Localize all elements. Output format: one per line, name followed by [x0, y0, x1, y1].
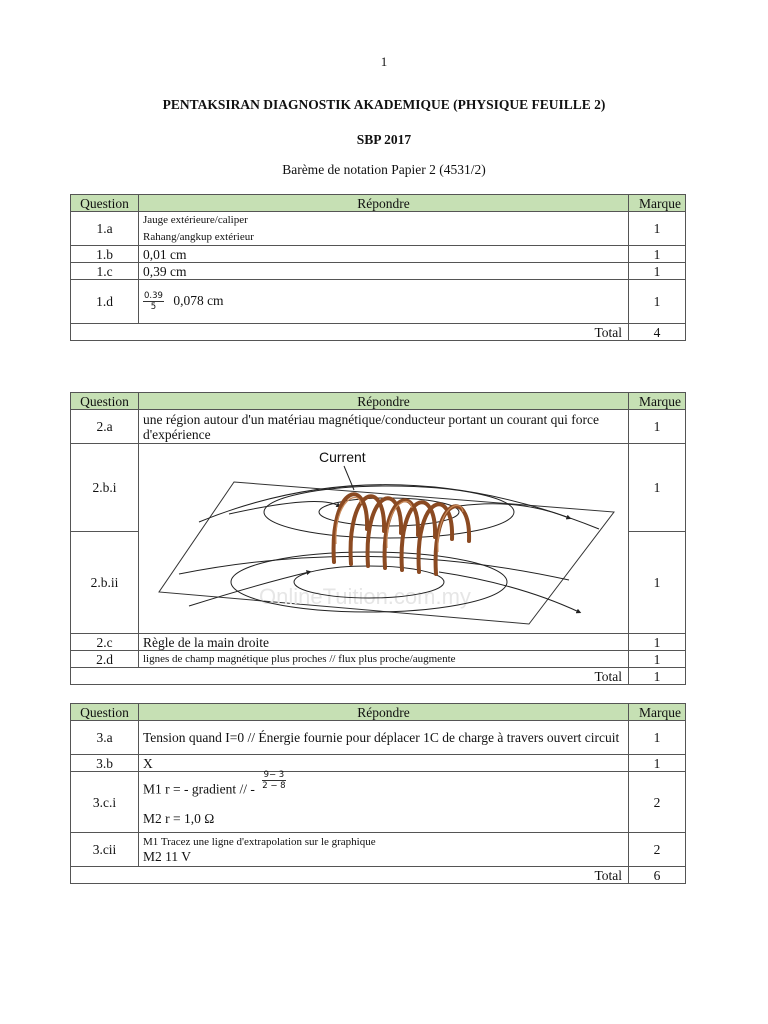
header-answer: Répondre [139, 195, 629, 212]
table-row [71, 444, 686, 532]
total-value: 4 [629, 324, 686, 341]
header-mark: Marque [629, 704, 686, 721]
table-row [71, 755, 686, 772]
total-row [71, 324, 686, 341]
answer-text: une région autour d'un matériau magnétique/conducteur portant un courant qui force d'expérience [139, 410, 629, 444]
mark-value: 1 [629, 532, 686, 634]
answer-text: lignes de champ magnétique plus proches // flux plus proche/augmente [139, 651, 629, 668]
page-number: 1 [380, 54, 388, 69]
question-number: 1.a [71, 212, 139, 246]
question-number: 3.a [71, 721, 139, 755]
answer-cell [139, 280, 629, 324]
header-answer: Répondre [139, 704, 629, 721]
document-subtitle: SBP 2017 [356, 132, 412, 147]
mark-value: 1 [629, 263, 686, 280]
question-number: 2.a [71, 410, 139, 444]
mark-value: 2 [629, 833, 686, 867]
mark-value: 1 [629, 721, 686, 755]
document-title: PENTAKSIRAN DIAGNOSTIK AKADEMIQUE (PHYSIQUE FEUILLE 2) [162, 97, 606, 112]
total-row [71, 668, 686, 685]
mark-value: 2 [629, 772, 686, 833]
header-question: Question [71, 704, 139, 721]
question-number: 1.d [71, 280, 139, 324]
mark-value: 1 [629, 444, 686, 532]
mark-value: 1 [629, 212, 686, 246]
answer-line: M1 r = - gradient // - [143, 781, 255, 797]
marking-scheme-label: Barème de notation Papier 2 (4531/2) [282, 162, 486, 177]
answer-cell [139, 833, 629, 867]
total-label: Total [71, 324, 629, 341]
table-header-row [71, 704, 686, 721]
table-header-row [71, 393, 686, 410]
answer-text: Règle de la main droite [139, 634, 629, 651]
table-row [71, 410, 686, 444]
total-row [71, 867, 686, 884]
answer-table-3 [70, 703, 686, 884]
answer-text: 0,01 cm [139, 246, 629, 263]
figure-cell [139, 444, 629, 634]
answer-table-2 [70, 392, 686, 685]
answer-line: M1 Tracez une ligne d'extrapolation sur le graphique [143, 835, 376, 848]
table-row [71, 280, 686, 324]
table-row [71, 634, 686, 651]
total-value: 6 [629, 867, 686, 884]
total-value: 1 [629, 668, 686, 685]
header-question: Question [71, 195, 139, 212]
table-row [71, 212, 686, 246]
watermark-text: OnlineTuition.com.my [259, 584, 471, 609]
fraction-denominator: 2 − 8 [262, 781, 286, 791]
header-mark: Marque [629, 393, 686, 410]
header-mark: Marque [629, 195, 686, 212]
mark-value: 1 [629, 280, 686, 324]
fraction-numerator: 9− 3 [263, 770, 285, 780]
question-number: 3.b [71, 755, 139, 772]
question-number: 1.c [71, 263, 139, 280]
mark-value: 1 [629, 651, 686, 668]
answer-cell [139, 212, 629, 246]
table-header-row [71, 195, 686, 212]
question-number: 3.c.i [71, 772, 139, 833]
question-number: 2.c [71, 634, 139, 651]
total-label: Total [71, 668, 629, 685]
fraction-numerator: 0.39 [144, 291, 163, 301]
total-label: Total [71, 867, 629, 884]
table-row [71, 263, 686, 280]
fraction-denominator: 5 [150, 302, 157, 312]
question-number: 2.b.ii [71, 532, 139, 634]
answer-line: M2 r = 1,0 Ω [143, 811, 215, 826]
header-answer: Répondre [139, 393, 629, 410]
mark-value: 1 [629, 755, 686, 772]
question-number: 3.cii [71, 833, 139, 867]
fraction [143, 291, 164, 312]
mark-value: 1 [629, 246, 686, 263]
table-row [71, 651, 686, 668]
table-row [71, 833, 686, 867]
table-row [71, 772, 686, 833]
table-row [71, 721, 686, 755]
question-number: 2.b.i [71, 444, 139, 532]
current-label: Current [319, 449, 366, 465]
question-number: 2.d [71, 651, 139, 668]
question-number: 1.b [71, 246, 139, 263]
answer-text: 0,39 cm [139, 263, 629, 280]
answer-text: Tension quand I=0 // Énergie fournie pour déplacer 1C de charge à travers ouvert circuit [139, 721, 629, 755]
header-question: Question [71, 393, 139, 410]
answer-line: Jauge extérieure/caliper [143, 213, 248, 226]
answer-line: Rahang/angkup extérieur [143, 230, 254, 243]
answer-cell [139, 772, 629, 833]
table-row [71, 246, 686, 263]
magnetic-field-figure [139, 444, 629, 634]
answer-table-1 [70, 194, 686, 341]
fraction [262, 770, 285, 791]
answer-text: X [139, 755, 629, 772]
answer-text: 0,078 cm [173, 292, 224, 308]
mark-value: 1 [629, 410, 686, 444]
answer-line: M2 11 V [143, 848, 192, 864]
mark-value: 1 [629, 634, 686, 651]
